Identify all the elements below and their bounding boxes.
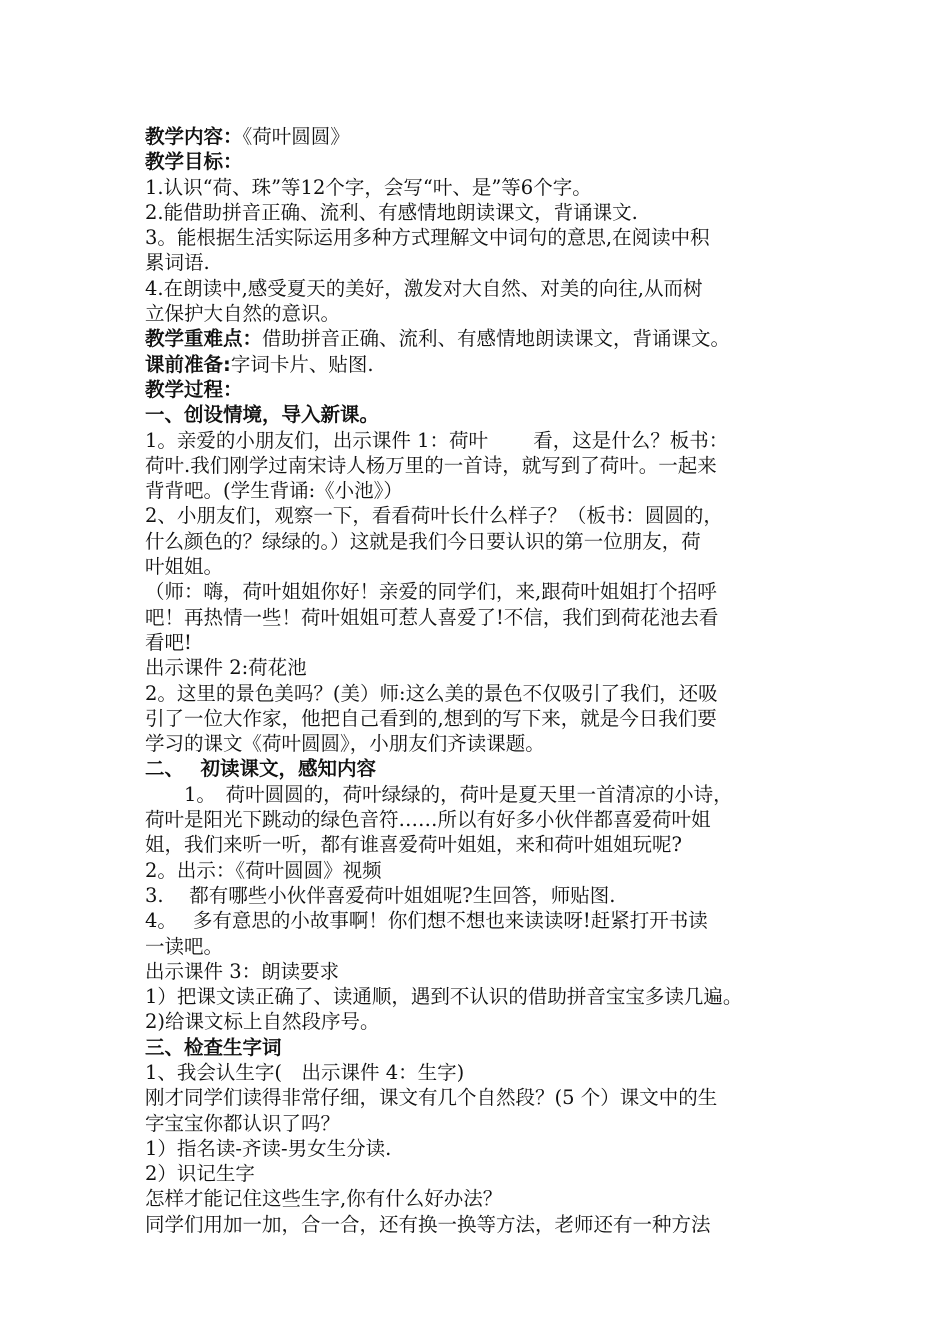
content-heading: 教学内容： (145, 125, 243, 148)
objective-4-cont: 立保护大自然的意识。 (145, 302, 341, 326)
content-line (145, 124, 813, 149)
key-points-line (145, 326, 813, 351)
paragraph-line: 2）识记生字 (145, 1162, 255, 1186)
paragraph-line: 4。 多有意思的小故事啊！你们想不想也来读读呀!赶紧打开书读 (145, 909, 708, 933)
paragraph-line: 叶姐姐。 (145, 555, 224, 579)
paragraph-line: 荷叶是阳光下跳动的绿色音符……所以有好多小伙伴都喜爱荷叶姐 (145, 808, 711, 832)
paragraph-line: 一读吧。 (145, 934, 224, 958)
objective-1: 1.认识“荷、珠”等12个字，会写“叶、是”等6个字。 (145, 175, 592, 199)
paragraph-line: 1。 荷叶圆圆的，荷叶绿绿的，荷叶是夏天里一首清凉的小诗， (145, 782, 733, 806)
paragraph-line: 背背吧。(学生背诵:《小池》） (145, 479, 403, 503)
paragraph-line: 1。亲爱的小朋友们，出示课件 1：荷叶 看，这是什么？板书： (145, 428, 729, 452)
objectives-heading-line (145, 149, 813, 174)
paragraph-line: 荷叶.我们刚学过南宋诗人杨万里的一首诗，就写到了荷叶。一起来 (145, 453, 717, 477)
paragraph-line: 2。这里的景色美吗？(美）师:这么美的景色不仅吸引了我们，还吸 (145, 681, 718, 705)
objectives-heading: 教学目标： (145, 150, 243, 174)
paragraph-line: 3. 都有哪些小伙伴喜爱荷叶姐姐呢?生回答，师贴图. (145, 883, 616, 907)
paragraph-line: （师：嗨，荷叶姐姐你好！亲爱的同学们，来,跟荷叶姐姐打个招呼 (145, 580, 717, 604)
paragraph-line: 1）指名读-齐读-男女生分读. (145, 1136, 392, 1160)
section-3-heading-line (145, 1035, 813, 1060)
section-1-heading: 一、创设情境，导入新课。 (145, 403, 380, 427)
lesson-plan-document (145, 124, 813, 1237)
paragraph-line: 出示课件 3：朗读要求 (145, 959, 340, 983)
process-heading: 教学过程： (145, 377, 243, 401)
objective-4: 4.在朗读中,感受夏天的美好，激发对大自然、对美的向往,从而树 (145, 276, 703, 300)
preparation-line (145, 352, 813, 377)
key-points-text: 借助拼音正确、流利、有感情地朗读课文，背诵课文。 (262, 327, 731, 351)
paragraph-line: 吧！再热情一些！荷叶姐姐可惹人喜爱了!不信，我们到荷花池去看 (145, 605, 719, 629)
paragraph-line: 2、小朋友们，观察一下，看看荷叶长什么样子？（板书：圆圆的， (145, 504, 723, 528)
paragraph-line: 学习的课文《荷叶圆圆》，小朋友们齐读课题。 (145, 732, 545, 756)
paragraph-line: 看吧! (145, 630, 192, 654)
key-points-heading: 教学重难点： (145, 327, 263, 351)
objective-3-cont: 累词语. (145, 251, 210, 275)
section-2-heading: 二、 初读课文，感知内容 (145, 757, 377, 781)
paragraph-line: 什么颜色的？绿绿的。）这就是我们今日要认识的第一位朋友，荷 (145, 529, 701, 553)
section-3-heading: 三、检查生字词 (145, 1035, 282, 1059)
paragraph-line: 同学们用加一加，合一合，还有换一换等方法，老师还有一种方法 (145, 1212, 711, 1236)
preparation-heading: 课前准备: (145, 352, 231, 376)
paragraph-line: 1）把课文读正确了、读通顺，遇到不认识的借助拼音宝宝多读几遍。 (145, 985, 743, 1009)
paragraph-line: 2)给课文标上自然段序号。 (145, 1010, 380, 1034)
paragraph-line: 出示课件 2:荷花池 (145, 656, 307, 680)
paragraph-line: 怎样才能记住这些生字,你有什么好办法？ (145, 1187, 503, 1211)
paragraph-line: 引了一位大作家，他把自己看到的,想到的写下来，就是今日我们要 (145, 706, 717, 730)
paragraph-line: 1、我会认生字( 出示课件 4：生字) (145, 1060, 465, 1084)
paragraph-line: 2。出示：《荷叶圆圆》视频 (145, 858, 382, 882)
section-2-heading-line (145, 756, 813, 781)
paragraph-line: 刚才同学们读得非常仔细，课文有几个自然段？(5 个）课文中的生 (145, 1086, 718, 1110)
paragraph-line: 姐，我们来听一听，都有谁喜爱荷叶姐姐，来和荷叶姐姐玩呢? (145, 833, 682, 857)
paragraph-line: 字宝宝你都认识了吗？ (145, 1111, 341, 1135)
section-1-heading-line (145, 402, 813, 427)
objective-3: 3。能根据生活实际运用多种方式理解文中词句的意思,在阅读中积 (145, 226, 710, 250)
process-heading-line (145, 377, 813, 402)
content-text: 《荷叶圆圆》 (242, 125, 350, 148)
preparation-text: 字词卡片、贴图. (230, 352, 374, 376)
objective-2: 2.能借助拼音正确、流利、有感情地朗读课文，背诵课文. (145, 200, 638, 224)
